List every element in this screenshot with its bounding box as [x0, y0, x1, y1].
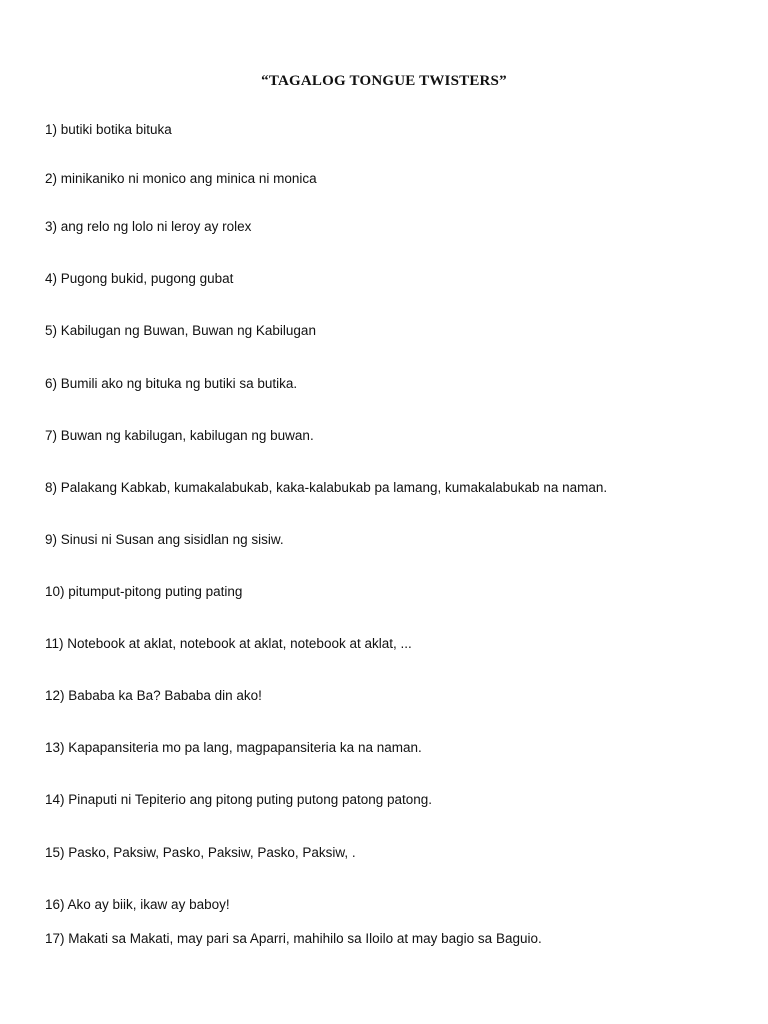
- list-item: 1) butiki botika bituka: [45, 122, 172, 137]
- list-item: 16) Ako ay biik, ikaw ay baboy!: [45, 897, 230, 912]
- list-item: 15) Pasko, Paksiw, Pasko, Paksiw, Pasko, Paksiw, .: [45, 845, 356, 860]
- list-item: 4) Pugong bukid, pugong gubat: [45, 271, 234, 286]
- list-item: 8) Palakang Kabkab, kumakalabukab, kaka-kalabukab pa lamang, kumakalabukab na naman.: [45, 480, 608, 495]
- list-item: 14) Pinaputi ni Tepiterio ang pitong puting putong patong patong.: [45, 792, 433, 807]
- list-item: 5) Kabilugan ng Buwan, Buwan ng Kabilugan: [45, 323, 316, 338]
- list-item: 17) Makati sa Makati, may pari sa Aparri, mahihilo sa Iloilo at may bagio sa Baguio.: [45, 931, 542, 946]
- document-title: “TAGALOG TONGUE TWISTERS”: [261, 73, 507, 89]
- list-item: 2) minikaniko ni monico ang minica ni monica: [45, 171, 317, 186]
- list-item: 6) Bumili ako ng bituka ng butiki sa butika.: [45, 376, 298, 391]
- list-item: 11) Notebook at aklat, notebook at aklat, notebook at aklat, ...: [45, 636, 412, 651]
- list-item: 12) Bababa ka Ba? Bababa din ako!: [45, 688, 262, 703]
- list-item: 10) pitumput-pitong puting pating: [45, 584, 243, 599]
- list-item: 13) Kapapansiteria mo pa lang, magpapansiteria ka na naman.: [45, 740, 422, 755]
- list-item: 9) Sinusi ni Susan ang sisidlan ng sisiw.: [45, 532, 284, 547]
- list-item: 3) ang relo ng lolo ni leroy ay rolex: [45, 219, 252, 234]
- list-item: 7) Buwan ng kabilugan, kabilugan ng buwan.: [45, 428, 314, 443]
